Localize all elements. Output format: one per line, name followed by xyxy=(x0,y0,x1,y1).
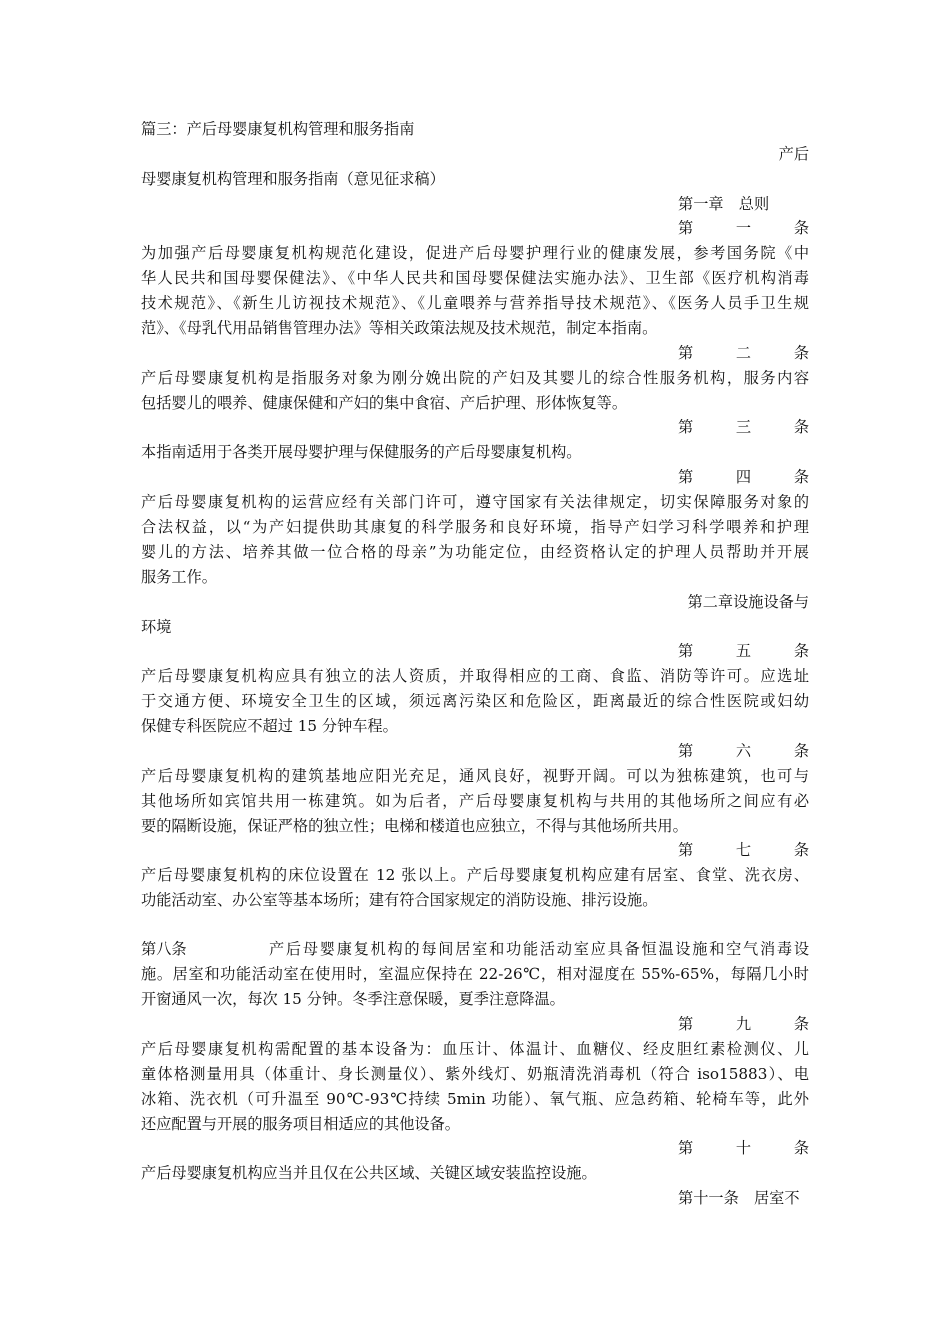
article-1-line: 技术规范》、《新生儿访视技术规范》、《儿童喂养与营养指导技术规范》、《医务人员手卫生规 xyxy=(141,294,809,312)
article-char: 条 xyxy=(793,1015,809,1033)
article-number: 二 xyxy=(735,344,752,362)
article-2-line: 包括婴儿的喂养、健康保健和产妇的集中食宿、产后护理、形体恢复等。 xyxy=(141,394,627,412)
article-char: 第 xyxy=(678,642,694,660)
article-char: 条 xyxy=(793,841,809,859)
article-1-line: 华人民共和国母婴保健法》、《中华人民共和国母婴保健法实施办法》、卫生部《医疗机构消毒 xyxy=(141,269,809,287)
article-number: 三 xyxy=(735,418,752,436)
article-9-line: 童体格测量用具（体重计、身长测量仪）、紫外线灯、奶瓶清洗消毒机（符合 iso15883）、电 xyxy=(141,1065,809,1083)
article-10-line: 产后母婴康复机构应当并且仅在公共区域、关键区域安装监控设施。 xyxy=(141,1164,597,1182)
article-number: 七 xyxy=(735,841,752,859)
article-number: 一 xyxy=(735,219,752,237)
article-7-heading xyxy=(678,838,809,863)
article-5-line: 产后母婴康复机构应具有独立的法人资质，并取得相应的工商、食监、消防等许可。应选址 xyxy=(141,667,809,685)
article-9-heading xyxy=(678,1012,809,1037)
article-2-line: 产后母婴康复机构是指服务对象为刚分娩出院的产妇及其婴儿的综合性服务机构，服务内容 xyxy=(141,369,809,387)
title-line-2: 母婴康复机构管理和服务指南（意见征求稿） xyxy=(141,170,445,188)
article-9-line: 还应配置与开展的服务项目相适应的其他设备。 xyxy=(141,1115,460,1133)
article-8-label: 第八条 xyxy=(141,940,187,958)
article-char: 条 xyxy=(793,219,809,237)
article-8-line: 产后母婴康复机构的每间居室和功能活动室应具备恒温设施和空气消毒设 xyxy=(269,940,809,958)
article-4-line: 服务工作。 xyxy=(141,568,217,586)
article-char: 第 xyxy=(678,1139,694,1157)
article-4-line: 合法权益，以“为产妇提供助其康复的科学服务和良好环境，指导产妇学习科学喂养和护理 xyxy=(141,518,809,536)
article-9-line: 产后母婴康复机构需配置的基本设备为：血压计、体温计、血糖仪、经皮胆红素检测仪、儿 xyxy=(141,1040,809,1058)
article-1-line: 为加强产后母婴康复机构规范化建设，促进产后母婴护理行业的健康发展，参考国务院《中 xyxy=(141,244,809,262)
article-number: 五 xyxy=(735,642,752,660)
article-char: 条 xyxy=(793,344,809,362)
article-4-line: 婴儿的方法、培养其做一位合格的母亲”为功能定位，由经资格认定的护理人员帮助并开展 xyxy=(141,543,809,561)
article-number: 四 xyxy=(735,468,752,486)
article-8-line: 施。居室和功能活动室在使用时，室温应保持在 22-26℃，相对湿度在 55%-65%，每隔几小时 xyxy=(141,965,809,983)
chapter-2-heading: 第二章设施设备与 xyxy=(687,593,809,611)
article-10-heading xyxy=(678,1136,809,1161)
document-heading: 篇三：产后母婴康复机构管理和服务指南 xyxy=(141,120,415,138)
article-6-line: 其他场所如宾馆共用一栋建筑。如为后者，产后母婴康复机构与共用的其他场所之间应有必 xyxy=(141,792,809,810)
article-2-heading xyxy=(678,341,809,366)
article-9-line: 冰箱、洗衣机（可升温至 90℃-93℃持续 5min 功能）、氧气瓶、应急药箱、轮椅车等，此外 xyxy=(141,1090,809,1108)
article-6-heading xyxy=(678,739,809,764)
article-char: 条 xyxy=(793,642,809,660)
article-4-line: 产后母婴康复机构的运营应经有关部门许可，遵守国家有关法律规定，切实保障服务对象的 xyxy=(141,493,809,511)
article-number: 九 xyxy=(735,1015,752,1033)
article-5-heading xyxy=(678,639,809,664)
article-3-heading xyxy=(678,415,809,440)
article-char: 第 xyxy=(678,468,694,486)
chapter-1-heading: 第一章 总则 xyxy=(678,195,770,213)
article-8-line: 开窗通风一次，每次 15 分钟。冬季注意保暖，夏季注意降温。 xyxy=(141,990,565,1008)
article-6-line: 产后母婴康复机构的建筑基地应阳光充足，通风良好，视野开阔。可以为独栋建筑，也可与 xyxy=(141,767,809,785)
article-char: 第 xyxy=(678,1015,694,1033)
article-char: 条 xyxy=(793,1139,809,1157)
article-3-line: 本指南适用于各类开展母婴护理与保健服务的产后母婴康复机构。 xyxy=(141,443,582,461)
article-4-heading xyxy=(678,465,809,490)
article-7-line: 功能活动室、办公室等基本场所；建有符合国家规定的消防设施、排污设施。 xyxy=(141,891,658,909)
article-1-heading xyxy=(678,216,809,241)
article-char: 条 xyxy=(793,468,809,486)
article-char: 第 xyxy=(678,344,694,362)
article-7-line: 产后母婴康复机构的床位设置在 12 张以上。产后母婴康复机构应建有居室、食堂、洗衣房、 xyxy=(141,866,809,884)
article-char: 第 xyxy=(678,219,694,237)
article-5-line: 于交通方便、环境安全卫生的区域，须远离污染区和危险区，距离最近的综合性医院或妇幼 xyxy=(141,692,809,710)
article-5-line: 保健专科医院应不超过 15 分钟车程。 xyxy=(141,717,398,735)
article-char: 条 xyxy=(793,418,809,436)
article-char: 第 xyxy=(678,742,694,760)
article-1-line: 范》、《母乳代用品销售管理办法》等相关政策法规及技术规范，制定本指南。 xyxy=(141,319,658,337)
article-number: 十 xyxy=(735,1139,752,1157)
article-char: 条 xyxy=(793,742,809,760)
article-char: 第 xyxy=(678,841,694,859)
article-char: 第 xyxy=(678,418,694,436)
title-line-1: 产后 xyxy=(778,145,809,163)
article-11-start: 第十一条 居室不 xyxy=(678,1189,800,1207)
chapter-2-heading-cont: 环境 xyxy=(141,618,172,636)
article-number: 六 xyxy=(735,742,752,760)
article-6-line: 要的隔断设施，保证严格的独立性；电梯和楼道也应独立，不得与其他场所共用。 xyxy=(141,817,688,835)
